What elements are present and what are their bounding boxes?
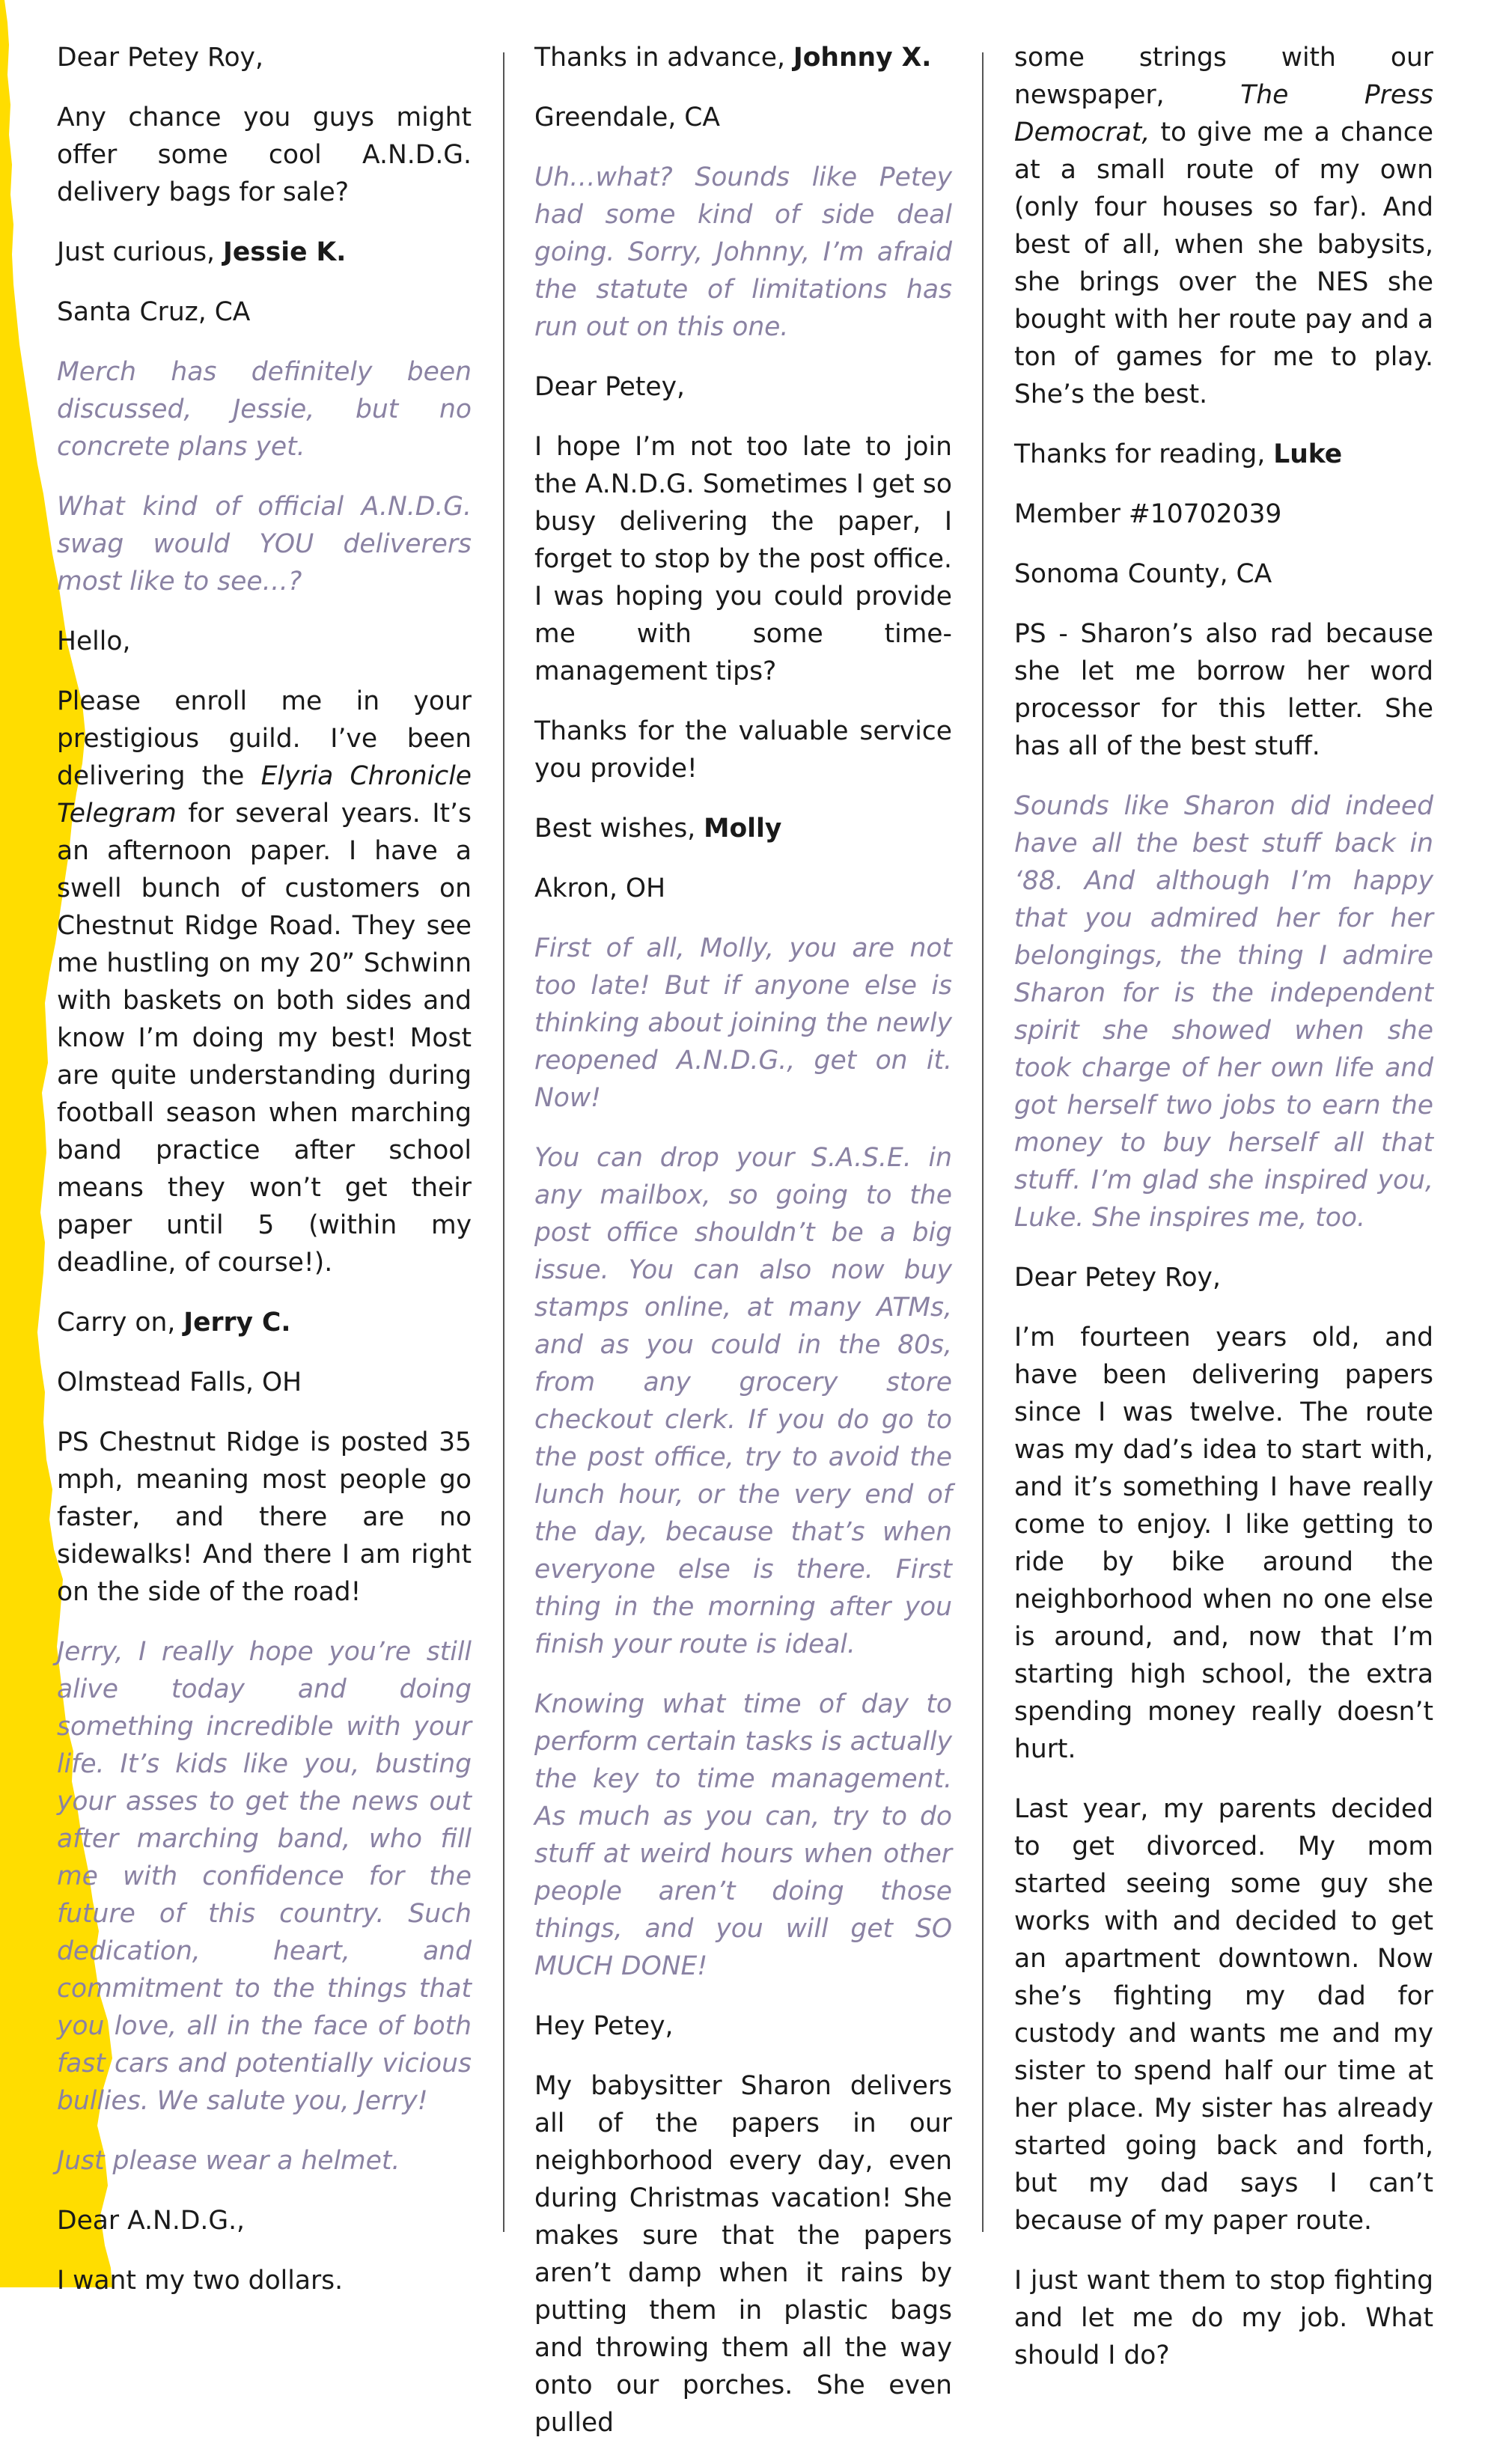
letter-salutation: Dear Petey Roy,: [1014, 1263, 1221, 1293]
letter-postscript: PS Chestnut Ridge is posted 35 mph, meaning most people go faster, and there are no sidewalks! And there I am right on the side of the road!: [57, 1427, 472, 1607]
letter-body: Thanks for the valuable service you provide!: [534, 716, 952, 784]
body-text: to give me a chance at a small route of my own (only four houses so far). And best of all, when she babysits, she brings over the NES she bought with her route pay and a ton of games for me to play. She’s the best.: [1014, 118, 1433, 409]
letter-signoff: [534, 810, 952, 847]
column-3: [1014, 39, 1433, 2397]
letter-body: I’m fourteen years old, and have been delivering papers since I was twelve. The route was my dad’s idea to start with, and it’s something I have really come to enjoy. I like getting to ride by bike around the neighborhood when no one else is around, and, now that I’m starting high school, the extra spending money really doesn’t hurt.: [1014, 1323, 1433, 1764]
editor-reply: Uh…what? Sounds like Petey had some kind of side deal going. Sorry, Johnny, I’m afraid the statute of limitations has run out on this one.: [534, 162, 952, 342]
newspaper-title: Elyria Chronicle Telegram: [57, 761, 472, 829]
letter-salutation: Dear Petey,: [534, 372, 686, 402]
letter-signoff: [1014, 436, 1433, 473]
column-2: [534, 39, 952, 2464]
signoff-text: Thanks for reading,: [1014, 439, 1274, 469]
body-text: for several years. It’s an afternoon paper. I have a swell bunch of customers on Chestnut Ridge Road. They see me hustling on my 20” Schwinn with baskets on both sides and know I’m doing my best! Most are quite understanding during football season when marching band practice after school means they won’t get their paper until 5 (within my deadline, of course!).: [57, 799, 472, 1278]
letter-body: My babysitter Sharon delivers all of the papers in our neighborhood every day, even during Christmas vacation! She makes sure that the papers aren’t damp when it rains by putting them in plastic bags and throwing them all the way onto our porches. She even pulled: [534, 2071, 952, 2438]
editor-reply: Jerry, I really hope you’re still alive today and doing something incredible with your life. It’s kids like you, busting your asses to get the news out after marching band, who fill me with confidence for the future of this country. Such dedication, heart, and commitment to the things that you love, all in the face of both fast cars and potentially vicious bullies. We salute you, Jerry!: [57, 1637, 472, 2116]
letter-salutation: Dear Petey Roy,: [57, 43, 263, 73]
signoff-text: Carry on,: [57, 1308, 184, 1338]
letter-postscript: PS - Sharon’s also rad because she let me borrow her word processor for this letter. She has all of the best stuff.: [1014, 619, 1433, 761]
editor-reply: Sounds like Sharon did indeed have all the best stuff back in ‘88. And although I’m happy that you admired her for her belongings, the thing I admire Sharon for is the independent spirit she showed when she took charge of her own life and got herself two jobs to earn the money to buy herself all that stuff. I’m glad she inspired you, Luke. She inspires me, too.: [1014, 791, 1433, 1233]
signoff-text: Thanks in advance,: [534, 43, 793, 73]
editor-reply: You can drop your S.A.S.E. in any mailbox, so going to the post office shouldn’t be a big issue. You can also now buy stamps online, at many ATMs, and as you could in the 80s, from any grocery store checkout clerk. If you do go to the post office, try to avoid the lunch hour, or the very end of the day, because that’s when everyone else is there. First thing in the morning after you finish your route is ideal.: [534, 1143, 952, 1659]
signoff-name: Molly: [704, 814, 782, 844]
letter-location: Sonoma County, CA: [1014, 559, 1272, 589]
column-1: [57, 39, 472, 2322]
column-divider: [503, 52, 504, 2232]
editor-reply: First of all, Molly, you are not too late! But if anyone else is thinking about joining the newly reopened A.N.D.G., get on it. Now!: [534, 933, 952, 1113]
editor-reply: What kind of official A.N.D.G. swag would YOU deliverers most like to see…?: [57, 492, 472, 597]
signoff-name: Jessie K.: [223, 237, 347, 267]
letter-salutation: Dear A.N.D.G.,: [57, 2206, 246, 2236]
letter-location: Greendale, CA: [534, 103, 720, 132]
newspaper-title: The Press Democrat,: [1014, 80, 1433, 147]
signoff-name: Johnny X.: [793, 43, 932, 73]
signoff-text: Just curious,: [57, 237, 223, 267]
editor-reply: Knowing what time of day to perform certain tasks is actually the key to time management. As much as you can, try to do stuff at weird hours when other people aren’t doing those things, and you will get SO MUCH DONE!: [534, 1689, 952, 1981]
letter-body: I hope I’m not too late to join the A.N.D.G. Sometimes I get so busy delivering the paper, I forget to stop by the post office. I was hoping you could provide me with some time-management tips?: [534, 432, 952, 686]
letter-signoff: [534, 39, 952, 76]
letter-body: Any chance you guys might offer some cool A.N.D.G. delivery bags for sale?: [57, 103, 472, 207]
column-divider: [982, 52, 984, 2232]
body-text: Please enroll me in your prestigious guild. I’ve been delivering the: [57, 686, 472, 791]
signoff-text: Best wishes,: [534, 814, 704, 844]
editor-reply: Merch has definitely been discussed, Jessie, but no concrete plans yet.: [57, 357, 472, 462]
letter-location: Santa Cruz, CA: [57, 297, 251, 327]
letter-body: I want my two dollars.: [57, 2266, 344, 2296]
letter-body: I just want them to stop fighting and let me do my job. What should I do?: [1014, 2266, 1433, 2370]
editor-reply: Just please wear a helmet.: [57, 2146, 400, 2176]
signoff-name: Jerry C.: [183, 1308, 291, 1338]
body-text: some strings with our newspaper,: [1014, 43, 1433, 110]
letter-signoff: [57, 1304, 472, 1341]
letter-body: Last year, my parents decided to get divorced. My mom started seeing some guy she works with and decided to get an apartment downtown. Now she’s fighting my dad for custody and wants me and my sister to spend half our time at her place. My sister has already started going back and forth, but my dad says I can’t because of my paper route.: [1014, 1794, 1433, 2236]
letter-body: [57, 683, 472, 1281]
member-number: Member #10702039: [1014, 499, 1282, 529]
signoff-name: Luke: [1273, 439, 1343, 469]
letter-body: [1014, 39, 1433, 413]
letter-location: Olmstead Falls, OH: [57, 1367, 302, 1397]
letter-salutation: Hey Petey,: [534, 2011, 674, 2041]
letter-salutation: Hello,: [57, 626, 131, 656]
letter-signoff: [57, 234, 472, 271]
letter-location: Akron, OH: [534, 873, 666, 903]
